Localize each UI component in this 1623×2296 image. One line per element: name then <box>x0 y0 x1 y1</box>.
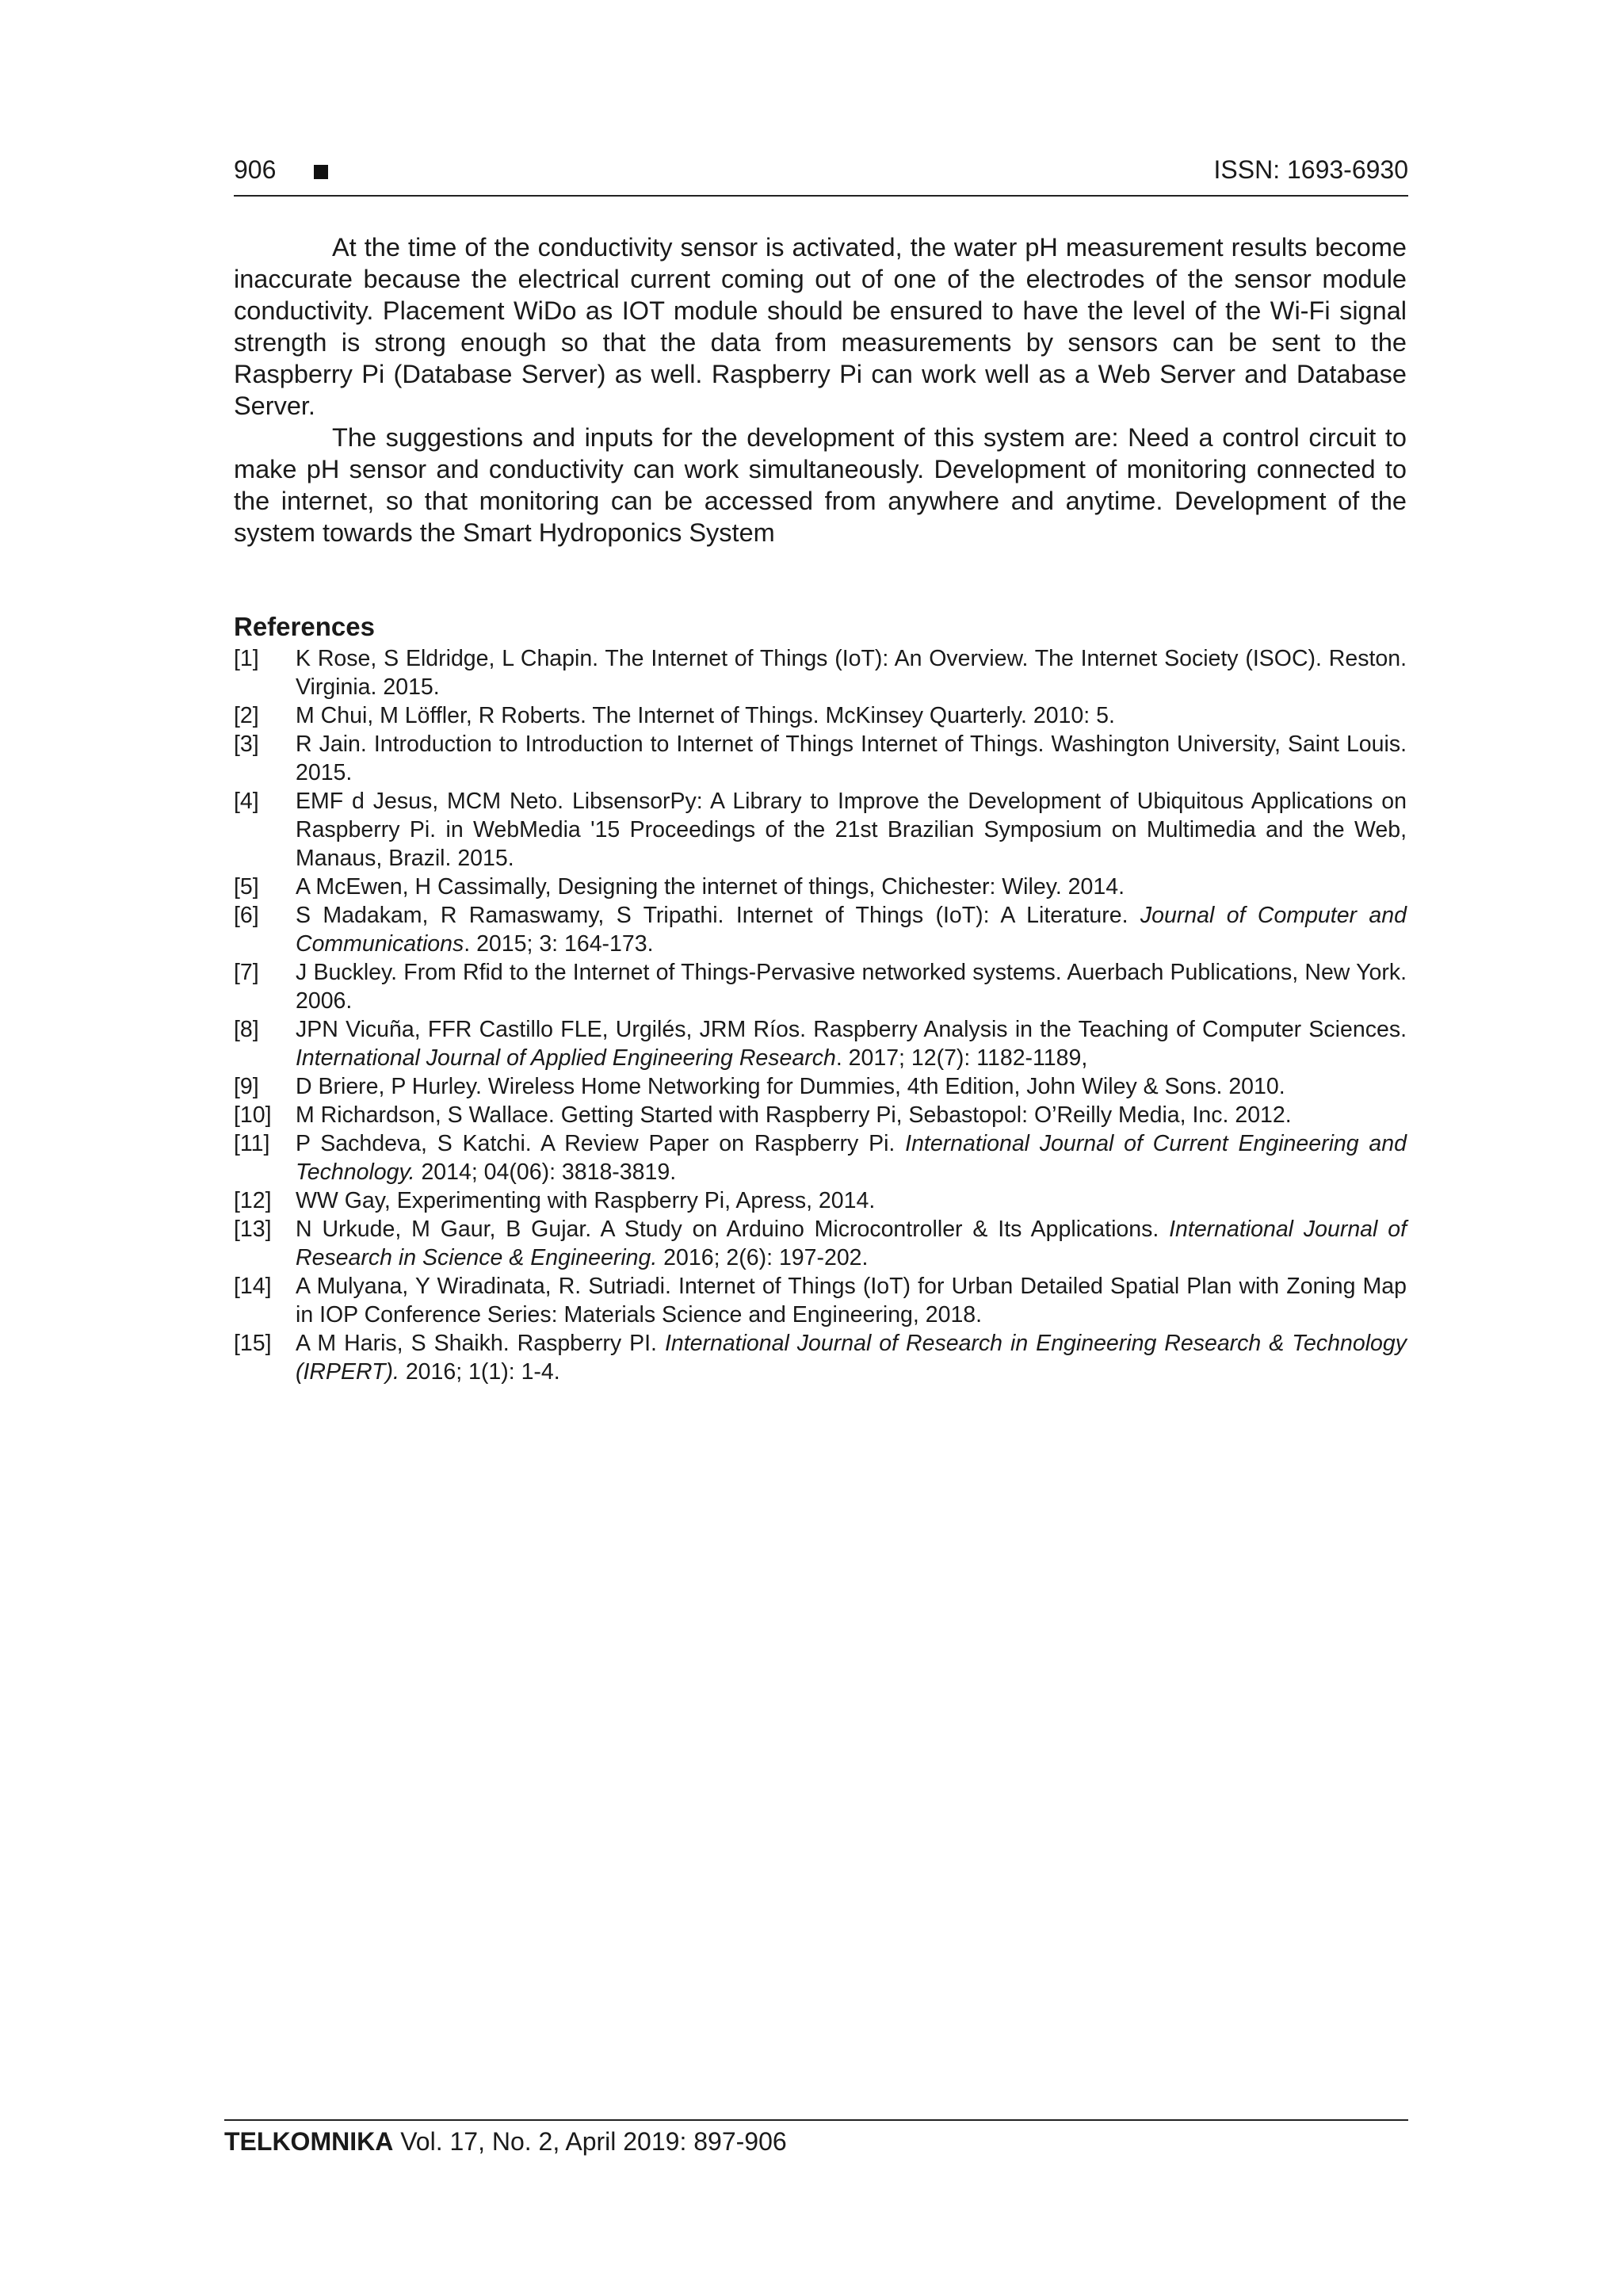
reference-item <box>234 1101 1407 1129</box>
reference-number: [5] <box>234 874 259 900</box>
black-square-icon <box>314 165 328 179</box>
issue-citation: Vol. 17, No. 2, April 2019: 897-906 <box>400 2127 787 2156</box>
reference-body: JPN Vicuña, FFR Castillo FLE, Urgilés, JRM Ríos. Raspberry Analysis in the Teaching of Computer Sciences. <box>296 1017 1407 1042</box>
paragraph: The suggestions and inputs for the development of this system are: Need a control circuit to make pH sensor and conductivity can work simultaneously. Development of monitoring connected to the internet, so that monitoring can be accessed from anywhere and anytime. Development of the system towards the Smart Hydroponics System <box>234 423 1407 547</box>
reference-number: [8] <box>234 1017 259 1042</box>
reference-venue: International Journal of Research in Science & Engineering. <box>296 1217 1407 1270</box>
reference-tail: 2016; 1(1): 1-4. <box>399 1359 560 1385</box>
reference-body: N Urkude, M Gaur, B Gujar. A Study on Arduino Microcontroller & Its Applications. <box>296 1217 1170 1242</box>
reference-body: K Rose, S Eldridge, L Chapin. The Internet of Things (IoT): An Overview. The Internet Society (ISOC). Reston. Virginia. 2015. <box>296 646 1407 700</box>
reference-item <box>234 1329 1407 1386</box>
reference-number: [9] <box>234 1074 259 1099</box>
reference-body: WW Gay, Experimenting with Raspberry Pi, Apress, 2014. <box>296 1188 876 1213</box>
reference-number: [15] <box>234 1331 272 1356</box>
paragraph: At the time of the conductivity sensor is activated, the water pH measurement results become inaccurate because the electrical current coming out of one of the electrodes of the sensor module conductivity. Placement WiDo as IOT module should be ensured to have the level of the Wi-Fi signal strength is strong enough so that the data from measurements by sensors can be sent to the Raspberry Pi (Database Server) as well. Raspberry Pi can work well as a Web Server and Database Server. <box>234 233 1407 420</box>
page-header <box>234 155 1408 197</box>
reference-item <box>234 901 1407 958</box>
reference-text <box>296 701 1407 730</box>
reference-body: S Madakam, R Ramaswamy, S Tripathi. Internet of Things (IoT): A Literature. <box>296 903 1140 928</box>
reference-item <box>234 701 1407 730</box>
reference-body: P Sachdeva, S Katchi. A Review Paper on Raspberry Pi. <box>296 1131 906 1156</box>
reference-tail: 2016; 2(6): 197-202. <box>657 1245 869 1270</box>
body-text <box>234 231 1407 548</box>
reference-text <box>296 1215 1407 1272</box>
reference-number: [4] <box>234 789 259 814</box>
reference-text <box>296 730 1407 787</box>
reference-text <box>296 1186 1407 1215</box>
reference-body: J Buckley. From Rfid to the Internet of Things-Pervasive networked systems. Auerbach Publications, New York. 2006. <box>296 960 1407 1014</box>
reference-item <box>234 1015 1407 1072</box>
reference-body: A Mulyana, Y Wiradinata, R. Sutriadi. Internet of Things (IoT) for Urban Detailed Spatial Plan with Zoning Map in IOP Conference Series: Materials Science and Engineering, 2018. <box>296 1274 1407 1328</box>
reference-number: [12] <box>234 1188 272 1213</box>
reference-number: [10] <box>234 1102 272 1128</box>
reference-venue: International Journal of Research in Engineering Research & Technology (IRPERT). <box>296 1331 1407 1385</box>
reference-text <box>296 873 1407 901</box>
issn: ISSN: 1693-6930 <box>1213 155 1408 184</box>
reference-text <box>296 1129 1407 1186</box>
references-heading: References <box>234 612 375 641</box>
reference-venue: Journal of Computer and Communications <box>296 903 1407 957</box>
reference-item <box>234 787 1407 873</box>
reference-body: D Briere, P Hurley. Wireless Home Networking for Dummies, 4th Edition, John Wiley & Sons. 2010. <box>296 1074 1285 1099</box>
reference-body: M Chui, M Löffler, R Roberts. The Internet of Things. McKinsey Quarterly. 2010: 5. <box>296 703 1115 728</box>
reference-item <box>234 1272 1407 1329</box>
reference-text <box>296 958 1407 1015</box>
reference-list <box>234 644 1407 1386</box>
reference-item <box>234 958 1407 1015</box>
reference-tail: . 2015; 3: 164-173. <box>464 931 654 957</box>
reference-number: [7] <box>234 960 259 985</box>
reference-item <box>234 1215 1407 1272</box>
reference-number: [11] <box>234 1131 270 1156</box>
reference-text <box>296 1015 1407 1072</box>
page-footer <box>224 2119 1408 2157</box>
reference-number: [2] <box>234 703 259 728</box>
reference-text <box>296 1272 1407 1329</box>
page-number: 906 <box>234 155 277 184</box>
reference-item <box>234 1129 1407 1186</box>
reference-tail: 2014; 04(06): 3818-3819. <box>414 1159 677 1185</box>
reference-item <box>234 644 1407 701</box>
reference-venue: International Journal of Applied Engineering Research <box>296 1045 836 1071</box>
reference-tail: . 2017; 12(7): 1182-1189, <box>835 1045 1088 1071</box>
reference-number: [14] <box>234 1274 272 1299</box>
reference-body: A McEwen, H Cassimally, Designing the internet of things, Chichester: Wiley. 2014. <box>296 874 1125 900</box>
reference-item <box>234 1072 1407 1101</box>
reference-text <box>296 1072 1407 1101</box>
reference-text <box>296 1101 1407 1129</box>
reference-body: R Jain. Introduction to Introduction to Internet of Things Internet of Things. Washington University, Saint Louis. 2015. <box>296 732 1407 785</box>
reference-text <box>296 901 1407 958</box>
reference-item <box>234 1186 1407 1215</box>
reference-number: [13] <box>234 1217 272 1242</box>
reference-number: [3] <box>234 732 259 757</box>
reference-text <box>296 644 1407 701</box>
reference-text <box>296 787 1407 873</box>
reference-number: [1] <box>234 646 259 671</box>
reference-venue: International Journal of Current Engineering and Technology. <box>296 1131 1407 1185</box>
reference-number: [6] <box>234 903 259 928</box>
reference-body: EMF d Jesus, MCM Neto. LibsensorPy: A Library to Improve the Development of Ubiquitous Applications on Raspberry Pi. in WebMedia '15 Proceedings of the 21st Brazilian Symposium on Multimedia and the Web, Manaus, Brazil. 2015. <box>296 789 1407 871</box>
reference-body: M Richardson, S Wallace. Getting Started with Raspberry Pi, Sebastopol: O’Reilly Media, Inc. 2012. <box>296 1102 1292 1128</box>
journal-name: TELKOMNIKA <box>224 2127 394 2156</box>
reference-item <box>234 873 1407 901</box>
reference-text <box>296 1329 1407 1386</box>
reference-item <box>234 730 1407 787</box>
reference-body: A M Haris, S Shaikh. Raspberry PI. <box>296 1331 665 1356</box>
references-section <box>234 611 1407 1386</box>
